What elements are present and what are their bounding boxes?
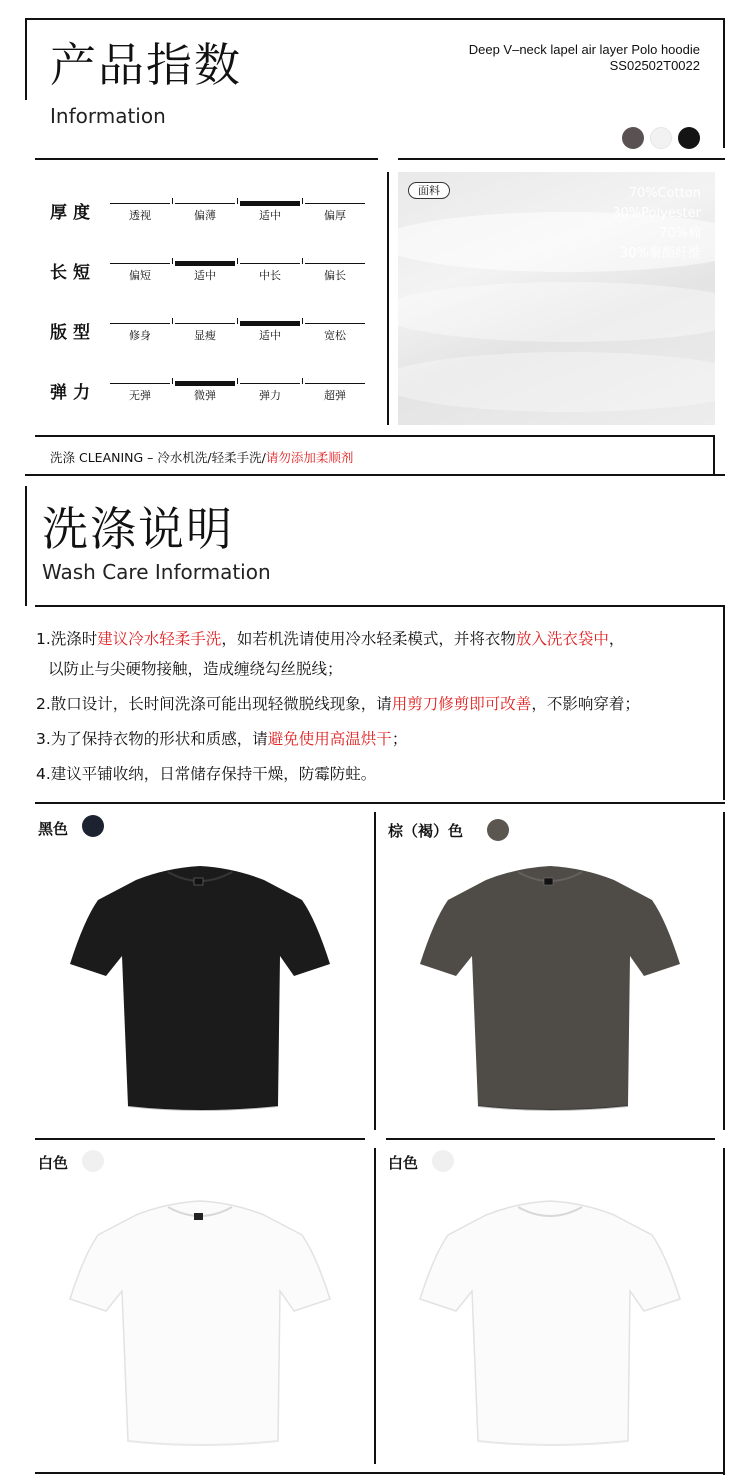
panel-divider-2 xyxy=(374,1148,376,1464)
fabric-line: 70%Cotton xyxy=(628,186,701,201)
frame-right-2 xyxy=(723,605,725,800)
index-option[interactable] xyxy=(240,323,300,343)
index-option[interactable] xyxy=(305,263,365,283)
index-option[interactable] xyxy=(110,263,170,283)
index-option-label: 显瘦 xyxy=(194,329,216,342)
divider-wash xyxy=(35,605,725,607)
index-option[interactable] xyxy=(240,383,300,403)
index-option-label: 适中 xyxy=(194,269,216,282)
product-code: SS02502T0022 xyxy=(609,58,700,73)
frame-right-3 xyxy=(723,812,725,1130)
index-bar xyxy=(305,323,365,324)
color-swatch-brown[interactable] xyxy=(622,127,644,149)
product-info xyxy=(469,42,700,74)
fabric-composition xyxy=(612,184,701,264)
index-option-label: 宽松 xyxy=(324,329,346,342)
color-dot-black[interactable] xyxy=(82,815,104,837)
index-tick xyxy=(172,378,173,384)
page-title: 产品指数 xyxy=(50,38,242,92)
index-tick xyxy=(172,198,173,204)
index-tick xyxy=(172,258,173,264)
index-option[interactable] xyxy=(110,383,170,403)
divider-colors xyxy=(35,802,725,804)
color-swatch-black[interactable] xyxy=(678,127,700,149)
wash-subtitle: Wash Care Information xyxy=(42,560,271,584)
index-tick xyxy=(172,318,173,324)
frame-right-lower xyxy=(713,435,715,475)
frame-right-4 xyxy=(723,1148,725,1475)
index-bar xyxy=(175,323,235,324)
panel-divider-1 xyxy=(374,812,376,1130)
care-item-1: 1.洗涤时建议冷水轻柔手洗，如若机洗请使用冷水轻柔模式，并将衣物放入洗衣袋中， xyxy=(36,630,625,648)
index-bar xyxy=(240,263,300,264)
index-tick xyxy=(302,258,303,264)
color-label-black: 黑色 xyxy=(38,820,69,838)
color-label-white: 白色 xyxy=(38,1154,69,1172)
index-label: 版型 xyxy=(50,323,96,343)
index-option[interactable] xyxy=(305,323,365,343)
index-selected-bar xyxy=(175,261,235,266)
cleaning-instructions: 洗涤 CLEANING – 冷水机洗/轻柔手洗/请勿添加柔顺剂 xyxy=(50,450,354,465)
index-bar xyxy=(110,323,170,324)
index-tick xyxy=(302,378,303,384)
divider-vertical xyxy=(387,172,389,425)
index-label: 长短 xyxy=(50,263,96,283)
index-option-label: 偏长 xyxy=(324,269,346,282)
cleaning-warning: 请勿添加柔顺剂 xyxy=(265,450,354,465)
index-bar xyxy=(110,263,170,264)
tshirt-white-front-image xyxy=(66,1195,334,1451)
fabric-tag: 面料 xyxy=(408,182,450,199)
tshirt-white-back-image xyxy=(416,1195,684,1451)
index-selected-bar xyxy=(175,381,235,386)
index-label: 弹力 xyxy=(50,383,96,403)
index-option-label: 修身 xyxy=(129,329,151,342)
panel-divider-h-right xyxy=(386,1138,715,1140)
index-option-label: 偏薄 xyxy=(194,209,216,222)
index-option[interactable] xyxy=(110,323,170,343)
frame-left-2 xyxy=(25,486,27,606)
color-dot-white[interactable] xyxy=(82,1150,104,1172)
index-option-label: 透视 xyxy=(129,209,151,222)
index-option-label: 适中 xyxy=(259,329,281,342)
index-option[interactable] xyxy=(305,383,365,403)
care-item-2: 2.散口设计，长时间洗涤可能出现轻微脱线现象，请用剪刀修剪即可改善，不影响穿着； xyxy=(36,695,640,713)
care-item-4: 4.建议平铺收纳，日常储存保持干燥，防霉防蛀。 xyxy=(36,765,377,783)
index-tick xyxy=(237,318,238,324)
divider-right xyxy=(398,158,725,160)
index-tick xyxy=(237,378,238,384)
frame-left xyxy=(25,18,27,100)
index-option[interactable] xyxy=(175,203,235,223)
index-tick xyxy=(302,318,303,324)
care-item-1-cont: 以防止与尖硬物接触，造成缠绕勾丝脱线； xyxy=(48,660,343,678)
divider-cleaning-top xyxy=(35,435,715,437)
index-bar xyxy=(305,263,365,264)
tshirt-black-image xyxy=(66,860,334,1116)
index-option[interactable] xyxy=(110,203,170,223)
index-option-label: 弹力 xyxy=(259,389,281,402)
index-bar xyxy=(175,203,235,204)
tshirt-brown-image xyxy=(416,860,684,1116)
index-bar xyxy=(305,203,365,204)
index-option-label: 偏短 xyxy=(129,269,151,282)
index-tick xyxy=(237,198,238,204)
index-option-label: 中长 xyxy=(259,269,281,282)
color-label-white-back: 白色 xyxy=(388,1154,419,1172)
index-tick xyxy=(302,198,303,204)
index-tick xyxy=(237,258,238,264)
index-selected-bar xyxy=(240,201,300,206)
product-name: Deep V–neck lapel air layer Polo hoodie xyxy=(468,42,700,57)
color-label-brown: 棕（褐）色 xyxy=(388,822,464,840)
index-label: 厚度 xyxy=(50,203,96,223)
frame-top xyxy=(25,18,725,20)
index-bar xyxy=(240,383,300,384)
index-option-label: 超弹 xyxy=(324,389,346,402)
frame-section1-bottom xyxy=(25,474,725,476)
wash-title: 洗涤说明 xyxy=(42,502,234,556)
panel-divider-h-left xyxy=(35,1138,365,1140)
index-option-label: 适中 xyxy=(259,209,281,222)
index-bar xyxy=(110,203,170,204)
fabric-image xyxy=(398,172,715,425)
frame-right xyxy=(723,18,725,148)
index-option-label: 微弹 xyxy=(194,389,216,402)
index-option[interactable] xyxy=(240,203,300,223)
index-option[interactable] xyxy=(305,203,365,223)
color-dot-white-back[interactable] xyxy=(432,1150,454,1172)
color-dot-brown[interactable] xyxy=(487,819,509,841)
index-bar xyxy=(110,383,170,384)
index-bar xyxy=(305,383,365,384)
fabric-line: 30%Polyester xyxy=(612,206,701,221)
care-item-3: 3.为了保持衣物的形状和质感，请避免使用高温烘干； xyxy=(36,730,408,748)
index-option[interactable] xyxy=(175,323,235,343)
index-selected-bar xyxy=(240,321,300,326)
frame-bottom xyxy=(35,1472,725,1474)
index-option[interactable] xyxy=(175,383,235,403)
divider-left xyxy=(35,158,378,160)
fabric-line: 30%聚酯纤维 xyxy=(620,246,701,261)
index-option-label: 偏厚 xyxy=(324,209,346,222)
color-swatch-white[interactable] xyxy=(650,127,672,149)
fabric-line: 70%棉 xyxy=(659,226,701,241)
index-option[interactable] xyxy=(240,263,300,283)
index-option[interactable] xyxy=(175,263,235,283)
index-option-label: 无弹 xyxy=(129,389,151,402)
page-subtitle: Information xyxy=(50,104,166,128)
